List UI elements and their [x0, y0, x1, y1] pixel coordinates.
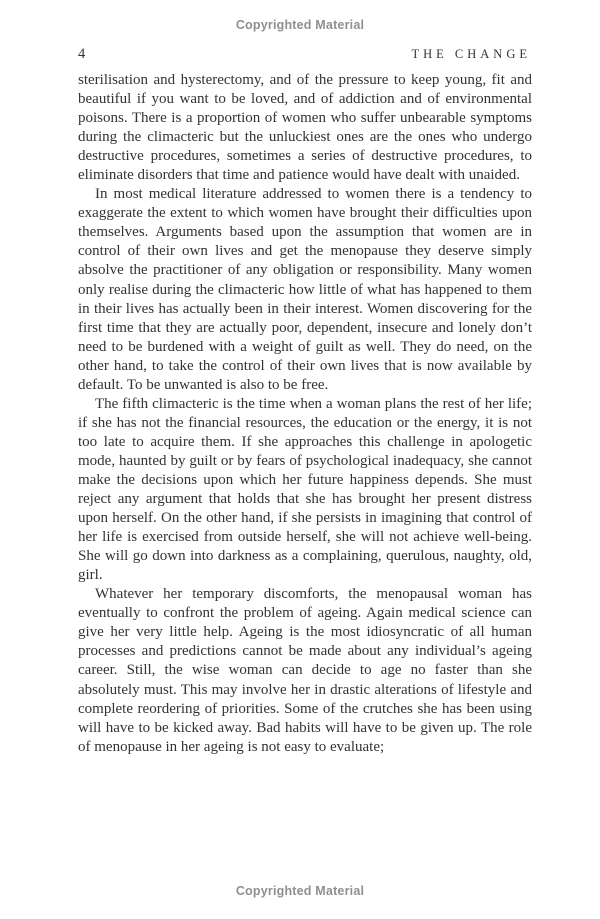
paragraph: sterilisation and hysterectomy, and of the pressure to keep young, fit and beautiful if you want to be loved, and of addiction and of environmental poisons. There is a proportion of women who suffer unbearable symptoms during the climacteric but the unluckiest ones are the ones who undergo destructive procedures, sometimes a series of destructive procedures, to eliminate disorders that time and patience would have dealt with unaided. — [78, 72, 532, 184]
running-header — [78, 46, 531, 63]
page-number: 4 — [78, 46, 86, 62]
running-title: THE CHANGE — [411, 47, 531, 61]
copyright-notice-bottom: Copyrighted Material — [235, 884, 365, 898]
copyright-notice-top: Copyrighted Material — [235, 18, 365, 32]
paragraph: In most medical literature addressed to women there is a tendency to exaggerate the extent to which women have brought their difficulties upon themselves. Arguments based upon the assumption that women are in control of their own lives and get the menopause they deserve simply absolve the practitioner of any obligation or responsibility. Many women only realise during the climacteric how little of what has happened to them in their lives has actually been in their interest. Women discovering for the first time that they are actually poor, dependent, insecure and lonely don’t need to be burdened with a weight of guilt as well. They do need, on the other hand, to take the control of their own lives that is now available by default. To be unwanted is also to be free. — [78, 186, 532, 393]
paragraph: The fifth climacteric is the time when a woman plans the rest of her life; if she has not the financial resources, the education or the energy, it is not too late to acquire them. If she approaches this challenge in apologetic mode, haunted by guilt or by fears of psychological inadequacy, she cannot make the decisions upon which her future happiness depends. She must reject any argument that holds that she has brought her present distress upon herself. On the other hand, if she persists in imagining that control of her life is exercised from outside herself, she will not achieve well-being. She will go down into darkness as a complaining, querulous, naughty, old, girl. — [78, 395, 532, 584]
page-body-text — [78, 71, 532, 757]
paragraph: Whatever her temporary discomforts, the menopausal woman has eventually to confront the problem of ageing. Again medical science can give her very little help. Ageing is the most idiosyncratic of all human processes and predictions cannot be made about any individual’s ageing career. Still, the wise woman can decide to age no faster than she absolutely must. This may involve her in drastic alterations of lifestyle and complete reordering of priorities. Some of the crutches she has been using will have to be kicked away. Bad habits will have to be given up. The role of menopause in her ageing is not easy to evaluate; — [78, 586, 532, 755]
